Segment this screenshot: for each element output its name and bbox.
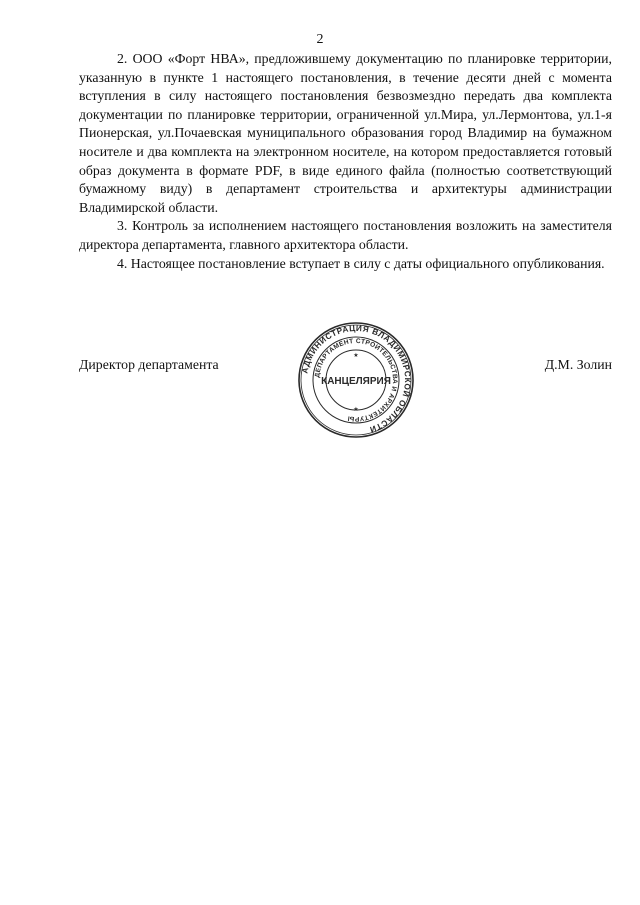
- paragraph-3: 3. Контроль за исполнением настоящего постановления возложить на заместителя директора департамента, главного архитектора области.: [79, 218, 612, 252]
- paragraph-2: 2. ООО «Форт НВА», предложившему документацию по планировке территории, указанную в пункте 1 настоящего постановления, в течение десяти дней с момента вступления в силу настоящего постановления безвозмездно передать два комплекта документации по планировке территории, ограниченной ул.Мира, ул.Лермонтова, ул.1-я Пионерская, ул.Почаевская муниципального образования город Владимир на бумажном носителе и два комплекта на электронном носителе, на котором предоставляется готовый образ документа в формате PDF, в виде единого файла (полностью соответствующий бумажному виду) в департамент строительства и архитектуры администрации Владимирской области.: [79, 51, 612, 215]
- document-body: [79, 50, 612, 273]
- signer-title: Директор департамента: [79, 357, 219, 372]
- stamp-inner-text: ДЕПАРТАМЕНТ СТРОИТЕЛЬСТВА И АРХИТЕКТУРЫ: [314, 337, 399, 423]
- stamp-seal: [296, 320, 416, 440]
- official-stamp: [296, 320, 416, 440]
- page-number: 2: [316, 32, 324, 47]
- star-icon: ★: [353, 406, 359, 413]
- stamp-outer-text: АДМИНИСТРАЦИЯ ВЛАДИМИРСКОЙ ОБЛАСТИ: [300, 323, 413, 435]
- star-icon: ★: [353, 352, 359, 359]
- paragraph-4: 4. Настоящее постановление вступает в силу с даты официального опубликования.: [117, 255, 605, 271]
- signer-name: Д.М. Золин: [544, 357, 612, 372]
- stamp-center-text: КАНЦЕЛЯРИЯ: [321, 376, 391, 387]
